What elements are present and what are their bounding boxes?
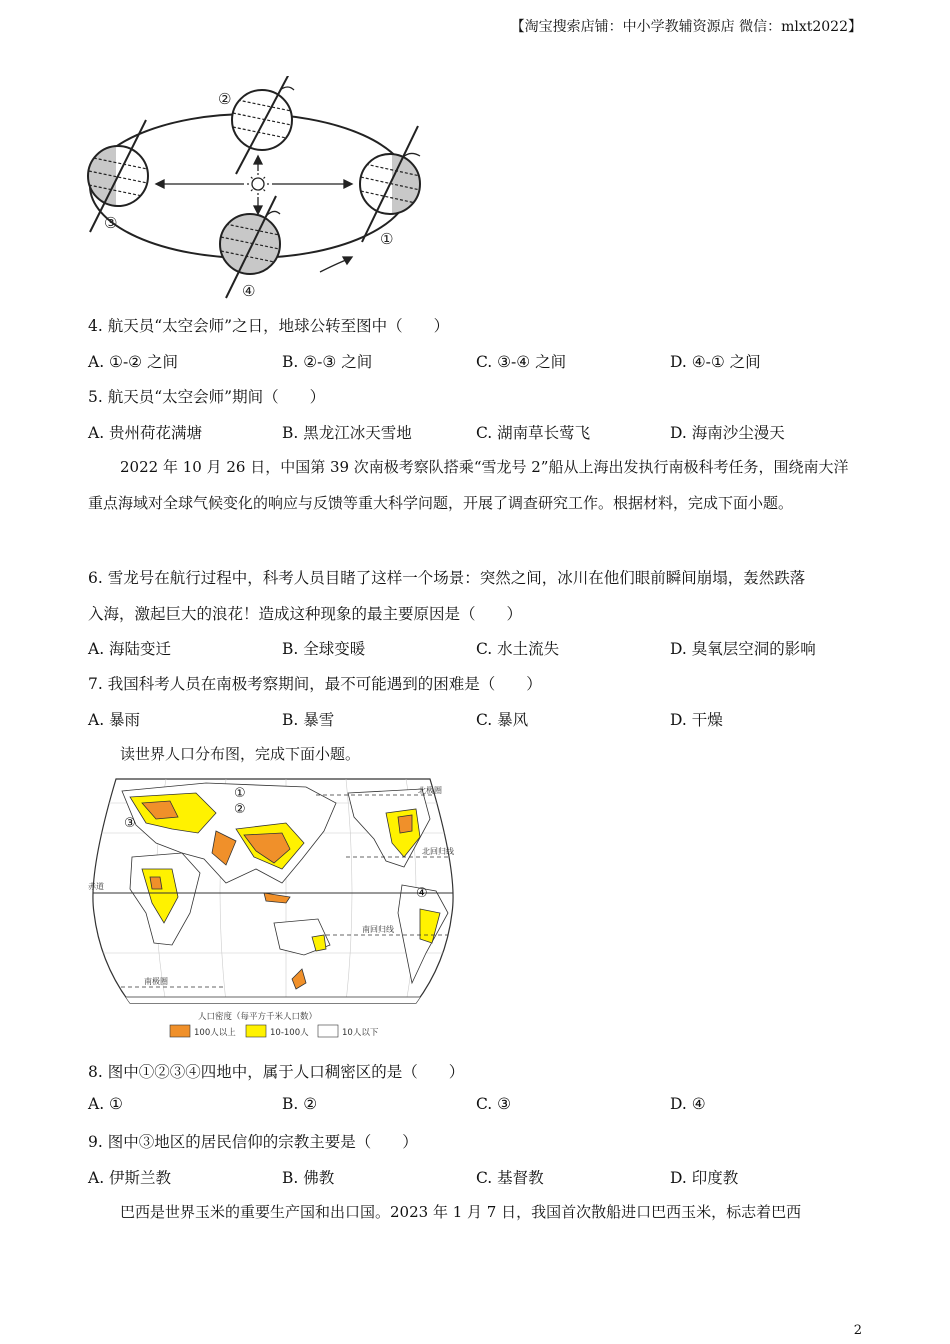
legend-item-low: 10人以下	[342, 1028, 379, 1038]
q6-option-d[interactable]: D. 臭氧层空洞的影响	[670, 640, 816, 658]
q5-option-a[interactable]: A. 贵州荷花满塘	[88, 424, 203, 442]
q5-option-d[interactable]: D. 海南沙尘漫天	[670, 424, 785, 442]
page-number: 2	[853, 1323, 862, 1338]
legend-item-high: 100人以上	[194, 1028, 236, 1038]
map-marker-2: ②	[234, 802, 246, 817]
q9-option-a[interactable]: A. 伊斯兰教	[88, 1169, 172, 1187]
q6-option-c[interactable]: C. 水土流失	[476, 640, 560, 658]
q7-option-a[interactable]: A. 暴雨	[88, 711, 141, 729]
passage-brazil-corn: 巴西是世界玉米的重要生产国和出口国。2023 年 1 月 7 日，我国首次散船进口巴西玉米，标志着巴西	[120, 1203, 802, 1221]
q8-option-d[interactable]: D. ④	[670, 1095, 706, 1113]
q6-option-b[interactable]: B. 全球变暖	[282, 640, 366, 658]
q9-option-d[interactable]: D. 印度教	[670, 1169, 739, 1187]
map-label-equator: 赤道	[88, 882, 104, 891]
orbit-label-2: ②	[218, 90, 232, 108]
earth-position-1	[356, 126, 430, 242]
question-6-stem-line1: 6. 雪龙号在航行过程中，科考人员目睹了这样一个场景：突然之间，冰川在他们眼前瞬间崩塌，轰然跌落	[88, 569, 806, 587]
question-4-stem: 4. 航天员“太空会师”之日，地球公转至图中（ ）	[88, 317, 450, 335]
question-6-stem-line2: 入海，激起巨大的浪花！造成这种现象的最主要原因是（ ）	[88, 605, 523, 623]
map-label-tropic-north: 北回归线	[422, 847, 454, 856]
q6-option-a[interactable]: A. 海陆变迁	[88, 640, 172, 658]
q5-option-b[interactable]: B. 黑龙江冰天雪地	[282, 424, 412, 442]
orbit-label-4: ④	[242, 282, 256, 300]
q8-option-c[interactable]: C. ③	[476, 1095, 512, 1113]
legend-title: 人口密度（每平方千米人口数）	[198, 1012, 318, 1022]
earth-orbit-diagram	[80, 76, 430, 306]
legend-item-mid: 10-100人	[270, 1028, 309, 1038]
q7-option-b[interactable]: B. 暴雪	[282, 711, 335, 729]
orbit-label-3: ③	[104, 214, 118, 232]
page-header: 【淘宝搜索店铺：中小学教辅资源店 微信：mlxt2022】	[510, 19, 862, 35]
q8-option-a[interactable]: A. ①	[88, 1095, 123, 1113]
q4-option-c[interactable]: C. ③-④ 之间	[476, 353, 567, 371]
q4-option-b[interactable]: B. ②-③ 之间	[282, 353, 373, 371]
q4-option-d[interactable]: D. ④-① 之间	[670, 353, 761, 371]
q9-option-c[interactable]: C. 基督教	[476, 1169, 544, 1187]
passage-antarctic: 2022 年 10 月 26 日，中国第 39 次南极考察队搭乘“雪龙号 2”船从上海出发执行南极科考任务，围绕南大洋重点海域对全球气候变化的响应与反馈等重大科学问题，开展了调查研究工作。根据材料，完成下面小题。	[88, 458, 849, 512]
q4-option-a[interactable]: A. ①-② 之间	[88, 353, 179, 371]
map-marker-1: ①	[234, 786, 246, 801]
q8-option-b[interactable]: B. ②	[282, 1095, 318, 1113]
question-5-stem: 5. 航天员“太空会师”期间（ ）	[88, 388, 326, 406]
orbit-direction-arrow	[320, 257, 352, 272]
earth-position-2	[228, 76, 296, 174]
map-label-antarctic-circle: 南极圈	[144, 977, 168, 986]
map-label-tropic-south: 南回归线	[362, 925, 394, 934]
map-marker-3: ③	[124, 816, 136, 831]
q7-option-d[interactable]: D. 干燥	[670, 711, 723, 729]
map-legend	[170, 1011, 379, 1038]
passage-population-intro: 读世界人口分布图，完成下面小题。	[120, 745, 361, 763]
orbit-label-1: ①	[380, 230, 394, 248]
map-label-arctic-circle: 北极圈	[418, 786, 442, 795]
question-9-stem: 9. 图中③地区的居民信仰的宗教主要是（ ）	[88, 1133, 418, 1151]
map-marker-4: ④	[416, 886, 428, 901]
question-8-stem: 8. 图中①②③④四地中，属于人口稠密区的是（ ）	[88, 1063, 465, 1081]
q9-option-b[interactable]: B. 佛教	[282, 1169, 335, 1187]
sun-icon	[247, 173, 269, 195]
question-7-stem: 7. 我国科考人员在南极考察期间，最不可能遇到的困难是（ ）	[88, 675, 542, 693]
q5-option-c[interactable]: C. 湖南草长莺飞	[476, 424, 591, 442]
world-population-map	[86, 773, 460, 1043]
q7-option-c[interactable]: C. 暴风	[476, 711, 529, 729]
